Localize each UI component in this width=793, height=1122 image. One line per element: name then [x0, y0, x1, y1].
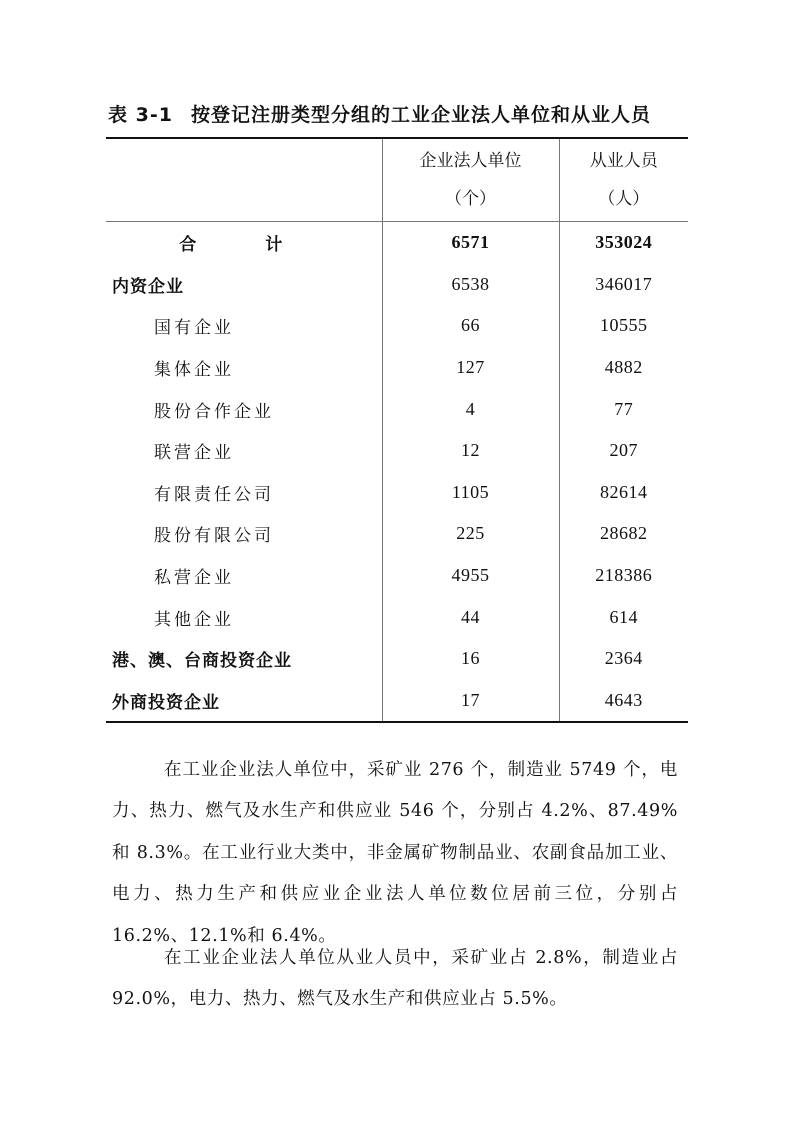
- table-row: [106, 596, 688, 638]
- row-label: [106, 430, 382, 472]
- table-row: [106, 680, 688, 723]
- row-label-text: 港、澳、台商投资企业: [112, 651, 292, 672]
- row-units-value: 1105: [382, 472, 559, 514]
- row-units-value: 4: [382, 388, 559, 430]
- row-employees-value: 28682: [559, 513, 688, 555]
- row-employees-value: 2364: [559, 638, 688, 680]
- row-label-text: 合 计: [179, 235, 309, 256]
- paragraph-2: 在工业企业法人单位从业人员中，采矿业占 2.8%，制造业占 92.0%，电力、热力、燃气及水生产和供应业占 5.5%。: [112, 947, 678, 1009]
- row-units-value: 225: [382, 513, 559, 555]
- header-empty: [106, 138, 382, 222]
- row-label: [106, 472, 382, 514]
- table-number: 表 3-1: [108, 104, 173, 126]
- header-employees-unit: （人）: [598, 189, 650, 209]
- row-label: [106, 555, 382, 597]
- table-title-text: 按登记注册类型分组的工业企业法人单位和从业人员: [190, 104, 651, 126]
- row-label-text: 联营企业: [154, 443, 234, 464]
- table-row: [106, 264, 688, 306]
- row-employees-value: 614: [559, 596, 688, 638]
- row-label: [106, 305, 382, 347]
- row-label-text: 股份合作企业: [154, 401, 274, 422]
- row-units-value: 4955: [382, 555, 559, 597]
- row-employees-value: 82614: [559, 472, 688, 514]
- row-label-text: 股份有限公司: [154, 526, 274, 547]
- header-employees: [559, 138, 688, 222]
- row-label-text: 有限责任公司: [154, 484, 274, 505]
- row-units-value: 127: [382, 347, 559, 389]
- table-row: [106, 430, 688, 472]
- row-label-text: 集体企业: [154, 360, 234, 381]
- row-employees-value: 77: [559, 388, 688, 430]
- row-label: [106, 638, 382, 680]
- row-employees-value: 10555: [559, 305, 688, 347]
- row-label: [106, 596, 382, 638]
- table-row: [106, 555, 688, 597]
- row-employees-value: 207: [559, 430, 688, 472]
- row-employees-value: 353024: [559, 222, 688, 264]
- row-units-value: 16: [382, 638, 559, 680]
- row-label-text: 内资企业: [112, 276, 184, 297]
- header-units-label: 企业法人单位: [419, 151, 522, 171]
- row-label: [106, 513, 382, 555]
- row-employees-value: 4643: [559, 680, 688, 723]
- row-units-value: 66: [382, 305, 559, 347]
- row-units-value: 6571: [382, 222, 559, 264]
- row-label: [106, 222, 382, 264]
- row-units-value: 12: [382, 430, 559, 472]
- row-label-text: 国有企业: [154, 318, 234, 339]
- row-label: [106, 388, 382, 430]
- table-row: [106, 513, 688, 555]
- row-units-value: 17: [382, 680, 559, 723]
- table-header-row: [106, 138, 688, 222]
- header-units: [382, 138, 559, 222]
- table-row: [106, 305, 688, 347]
- row-label-text: 私营企业: [154, 568, 234, 589]
- row-employees-value: 218386: [559, 555, 688, 597]
- table-row: [106, 638, 688, 680]
- row-label: [106, 680, 382, 723]
- row-label-text: 外商投资企业: [112, 692, 220, 713]
- row-employees-value: 4882: [559, 347, 688, 389]
- row-label: [106, 264, 382, 306]
- header-units-unit: （个）: [445, 189, 496, 209]
- table-row: [106, 347, 688, 389]
- row-label: [106, 347, 382, 389]
- paragraph-1: 在工业企业法人单位中，采矿业 276 个，制造业 5749 个，电力、热力、燃气及水生产和供应业 546 个，分别占 4.2%、87.49%和 8.3%。在工业行业大类中，非金属矿物制品业、农副食品加工业、电力、热力生产和供应业企业法人单位数位居前三位，分别占 16.2%、12.1%和 6.4%。: [112, 759, 678, 946]
- row-employees-value: 346017: [559, 264, 688, 306]
- row-units-value: 6538: [382, 264, 559, 306]
- table-row: [106, 222, 688, 264]
- row-label-text: 其他企业: [154, 609, 234, 630]
- table-row: [106, 472, 688, 514]
- table-title: [108, 100, 698, 127]
- data-table: [106, 137, 688, 723]
- header-employees-label: 从业人员: [589, 151, 658, 171]
- row-units-value: 44: [382, 596, 559, 638]
- table-row: [106, 388, 688, 430]
